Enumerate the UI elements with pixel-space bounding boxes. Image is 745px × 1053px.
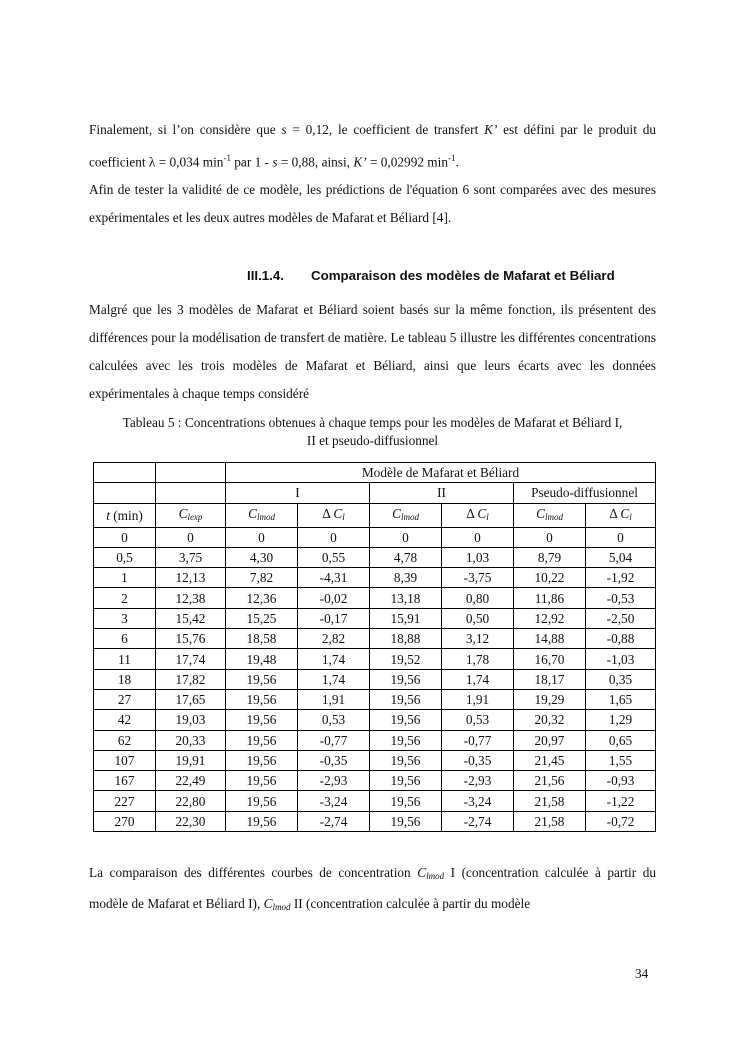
table-cell: -1,92 [586, 568, 656, 588]
table-cell: 3 [94, 608, 156, 628]
empty-header-cell [94, 483, 156, 503]
table-cell: 17,82 [156, 669, 226, 689]
table-cell: 18,88 [370, 629, 442, 649]
col-header-delta-pseudo: Δ $C_l$ [586, 503, 656, 527]
table-cell: 1,91 [298, 689, 370, 709]
paragraph-comparison: Malgré que les 3 modèles de Mafarat et Béliard soient basés sur la même fonction, ils présentent des différences pour la modélisation de transfert de matière. Le tableau 5 illustre les différentes concentrations calculées avec les trois modèles de Mafarat et Béliard, ainsi que leurs écarts avec les données expérimentales à chaque temps considéré [89, 302, 656, 401]
table-cell: -2,74 [298, 811, 370, 831]
table-cell: 10,22 [514, 568, 586, 588]
table-cell: -2,93 [442, 771, 514, 791]
paragraph-validation: Afin de tester la validité de ce modèle, les prédictions de l'équation 6 sont comparées avec des mesures expérimentales et les deux autres modèles de Mafarat et Béliard [4]. [89, 182, 656, 225]
table-cell: 1,74 [298, 669, 370, 689]
caption-line-1: Tableau 5 : Concentrations obtenues à chaque temps pour les modèles de Mafarat et Béliard I, [122, 415, 623, 430]
table-cell: 14,88 [514, 629, 586, 649]
table-cell: 0,53 [442, 710, 514, 730]
table-cell: -0,35 [442, 750, 514, 770]
table-cell: 21,58 [514, 811, 586, 831]
table-cell: -0,77 [298, 730, 370, 750]
table-cell: 1,78 [442, 649, 514, 669]
table-cell: -0,88 [586, 629, 656, 649]
table-cell: 3,12 [442, 629, 514, 649]
table-cell: 107 [94, 750, 156, 770]
table-cell: 11,86 [514, 588, 586, 608]
table-cell: 5,04 [586, 547, 656, 567]
table-row [94, 568, 656, 588]
table-row [94, 649, 656, 669]
table-cell: 0 [442, 527, 514, 547]
table-cell: 19,91 [156, 750, 226, 770]
table-cell: 0,5 [94, 547, 156, 567]
table-cell: -0,77 [442, 730, 514, 750]
table-cell: 19,56 [226, 791, 298, 811]
model-i-header: I [226, 483, 370, 503]
table-cell: 1,03 [442, 547, 514, 567]
table-cell: 15,25 [226, 608, 298, 628]
table-row [94, 547, 656, 567]
table-cell: 1 [94, 568, 156, 588]
table-cell: 1,91 [442, 689, 514, 709]
table-cell: 0 [298, 527, 370, 547]
table-row [94, 588, 656, 608]
table-cell: 15,42 [156, 608, 226, 628]
table-cell: 12,92 [514, 608, 586, 628]
table-cell: -0,72 [586, 811, 656, 831]
table-row [94, 608, 656, 628]
paragraph-curves: La comparaison des différentes courbes de concentration $C_{lmod}$ I (concentration calculée à partir du modèle de Mafarat et Béliard I), $C_{lmod}$ II (concentration calculée à partir du modèle [89, 865, 656, 912]
table-cell: 1,65 [586, 689, 656, 709]
group-header: Modèle de Mafarat et Béliard [226, 463, 656, 483]
table-cell: 0 [156, 527, 226, 547]
empty-header-cell [156, 463, 226, 483]
table-cell: 17,65 [156, 689, 226, 709]
table-cell: 19,56 [370, 771, 442, 791]
table-row [94, 750, 656, 770]
table-cell: 12,36 [226, 588, 298, 608]
table-cell: 19,56 [370, 791, 442, 811]
col-header-time: t (min) [94, 503, 156, 527]
col-header-cmod-ii: $C_{lmod}$ [370, 503, 442, 527]
table-cell: 21,56 [514, 771, 586, 791]
table-cell: 0,65 [586, 730, 656, 750]
table-cell: 27 [94, 689, 156, 709]
section-heading [247, 268, 667, 283]
table-cell: 21,45 [514, 750, 586, 770]
table-row [94, 527, 656, 547]
table-cell: 0,80 [442, 588, 514, 608]
model-pseudo-header: Pseudo-diffusionnel [514, 483, 656, 503]
table-cell: 1,74 [442, 669, 514, 689]
table-cell: 19,56 [226, 750, 298, 770]
table-cell: 270 [94, 811, 156, 831]
table-cell: -0,02 [298, 588, 370, 608]
table-cell: -3,24 [298, 791, 370, 811]
table-cell: 0 [586, 527, 656, 547]
table-cell: 19,56 [370, 811, 442, 831]
table-cell: -1,03 [586, 649, 656, 669]
col-header-cexp: $C_{lexp}$ [156, 503, 226, 527]
empty-header-cell [156, 483, 226, 503]
table-cell: -3,24 [442, 791, 514, 811]
table-cell: 4,78 [370, 547, 442, 567]
table-cell: 20,33 [156, 730, 226, 750]
table-cell: 22,49 [156, 771, 226, 791]
table-cell: 62 [94, 730, 156, 750]
table-cell: 22,30 [156, 811, 226, 831]
table-cell: 19,56 [226, 811, 298, 831]
table-cell: 19,48 [226, 649, 298, 669]
table-cell: -0,53 [586, 588, 656, 608]
table-cell: 13,18 [370, 588, 442, 608]
table-cell: 19,52 [370, 649, 442, 669]
header-row-models [94, 483, 656, 503]
table-cell: 19,56 [226, 689, 298, 709]
table-cell: 11 [94, 649, 156, 669]
table-cell: 19,56 [226, 710, 298, 730]
table-cell: 1,55 [586, 750, 656, 770]
table-cell: 0 [226, 527, 298, 547]
table-cell: 18 [94, 669, 156, 689]
table-cell: 8,39 [370, 568, 442, 588]
table-cell: 20,97 [514, 730, 586, 750]
table-cell: 19,56 [226, 669, 298, 689]
table-row [94, 710, 656, 730]
table-cell: 19,56 [370, 710, 442, 730]
col-header-cmod-i: $C_{lmod}$ [226, 503, 298, 527]
model-ii-header: II [370, 483, 514, 503]
table-cell: -2,50 [586, 608, 656, 628]
table-cell: 19,56 [370, 730, 442, 750]
table-row [94, 791, 656, 811]
table-cell: 19,03 [156, 710, 226, 730]
table-cell: 2 [94, 588, 156, 608]
table-cell: 3,75 [156, 547, 226, 567]
table-cell: 12,38 [156, 588, 226, 608]
table-cell: 0,50 [442, 608, 514, 628]
table-cell: 7,82 [226, 568, 298, 588]
table-cell: 12,13 [156, 568, 226, 588]
table-row [94, 771, 656, 791]
table-cell: 16,70 [514, 649, 586, 669]
table-cell: 1,74 [298, 649, 370, 669]
table-cell: -2,74 [442, 811, 514, 831]
table-cell: -0,17 [298, 608, 370, 628]
page-number: 34 [635, 966, 649, 981]
table-cell: 19,29 [514, 689, 586, 709]
table-cell: 8,79 [514, 547, 586, 567]
header-row-columns [94, 503, 656, 527]
table-body [94, 527, 656, 831]
table-cell: 42 [94, 710, 156, 730]
col-header-delta-i: Δ $C_l$ [298, 503, 370, 527]
caption-line-2: II et pseudo-diffusionnel [306, 433, 439, 448]
table-cell: 19,56 [226, 771, 298, 791]
table-cell: -1,22 [586, 791, 656, 811]
table-cell: -0,35 [298, 750, 370, 770]
table-cell: 2,82 [298, 629, 370, 649]
empty-header-cell [94, 463, 156, 483]
table-cell: 0 [370, 527, 442, 547]
table-cell: 22,80 [156, 791, 226, 811]
section-title: Comparaison des modèles de Mafarat et Béliard [311, 268, 615, 283]
table-cell: -2,93 [298, 771, 370, 791]
section-number: III.1.4. [247, 268, 284, 283]
concentration-table [93, 462, 656, 832]
col-header-delta-ii: Δ $C_l$ [442, 503, 514, 527]
table-cell: 0 [94, 527, 156, 547]
table-caption [89, 414, 656, 450]
table-cell: 0,55 [298, 547, 370, 567]
table-cell: 0,53 [298, 710, 370, 730]
table-row [94, 811, 656, 831]
table-cell: 19,56 [370, 750, 442, 770]
table-cell: -3,75 [442, 568, 514, 588]
table-cell: -0,93 [586, 771, 656, 791]
table-cell: 167 [94, 771, 156, 791]
table-cell: 6 [94, 629, 156, 649]
table-cell: 15,91 [370, 608, 442, 628]
table-row [94, 730, 656, 750]
table-cell: 1,29 [586, 710, 656, 730]
table-cell: 18,17 [514, 669, 586, 689]
table-5 [93, 462, 656, 832]
table-cell: 0,35 [586, 669, 656, 689]
table-cell: 19,56 [370, 669, 442, 689]
table-cell: -4,31 [298, 568, 370, 588]
table-cell: 0 [514, 527, 586, 547]
table-cell: 20,32 [514, 710, 586, 730]
table-cell: 21,58 [514, 791, 586, 811]
table-row [94, 689, 656, 709]
table-row [94, 669, 656, 689]
table-cell: 19,56 [370, 689, 442, 709]
table-cell: 15,76 [156, 629, 226, 649]
table-row [94, 629, 656, 649]
table-cell: 17,74 [156, 649, 226, 669]
col-header-cmod-pseudo: $C_{lmod}$ [514, 503, 586, 527]
paragraph-coefficient: Finalement, si l’on considère que s = 0,12, le coefficient de transfert K’ est défini par le produit du coefficient λ = 0,034 $\min^{-1}$ par 1 - s = 0,88, ainsi, K’ = 0,02992 $\min^{-1}$. [89, 122, 656, 170]
table-cell: 4,30 [226, 547, 298, 567]
header-row-group [94, 463, 656, 483]
table-cell: 227 [94, 791, 156, 811]
table-cell: 19,56 [226, 730, 298, 750]
table-cell: 18,58 [226, 629, 298, 649]
